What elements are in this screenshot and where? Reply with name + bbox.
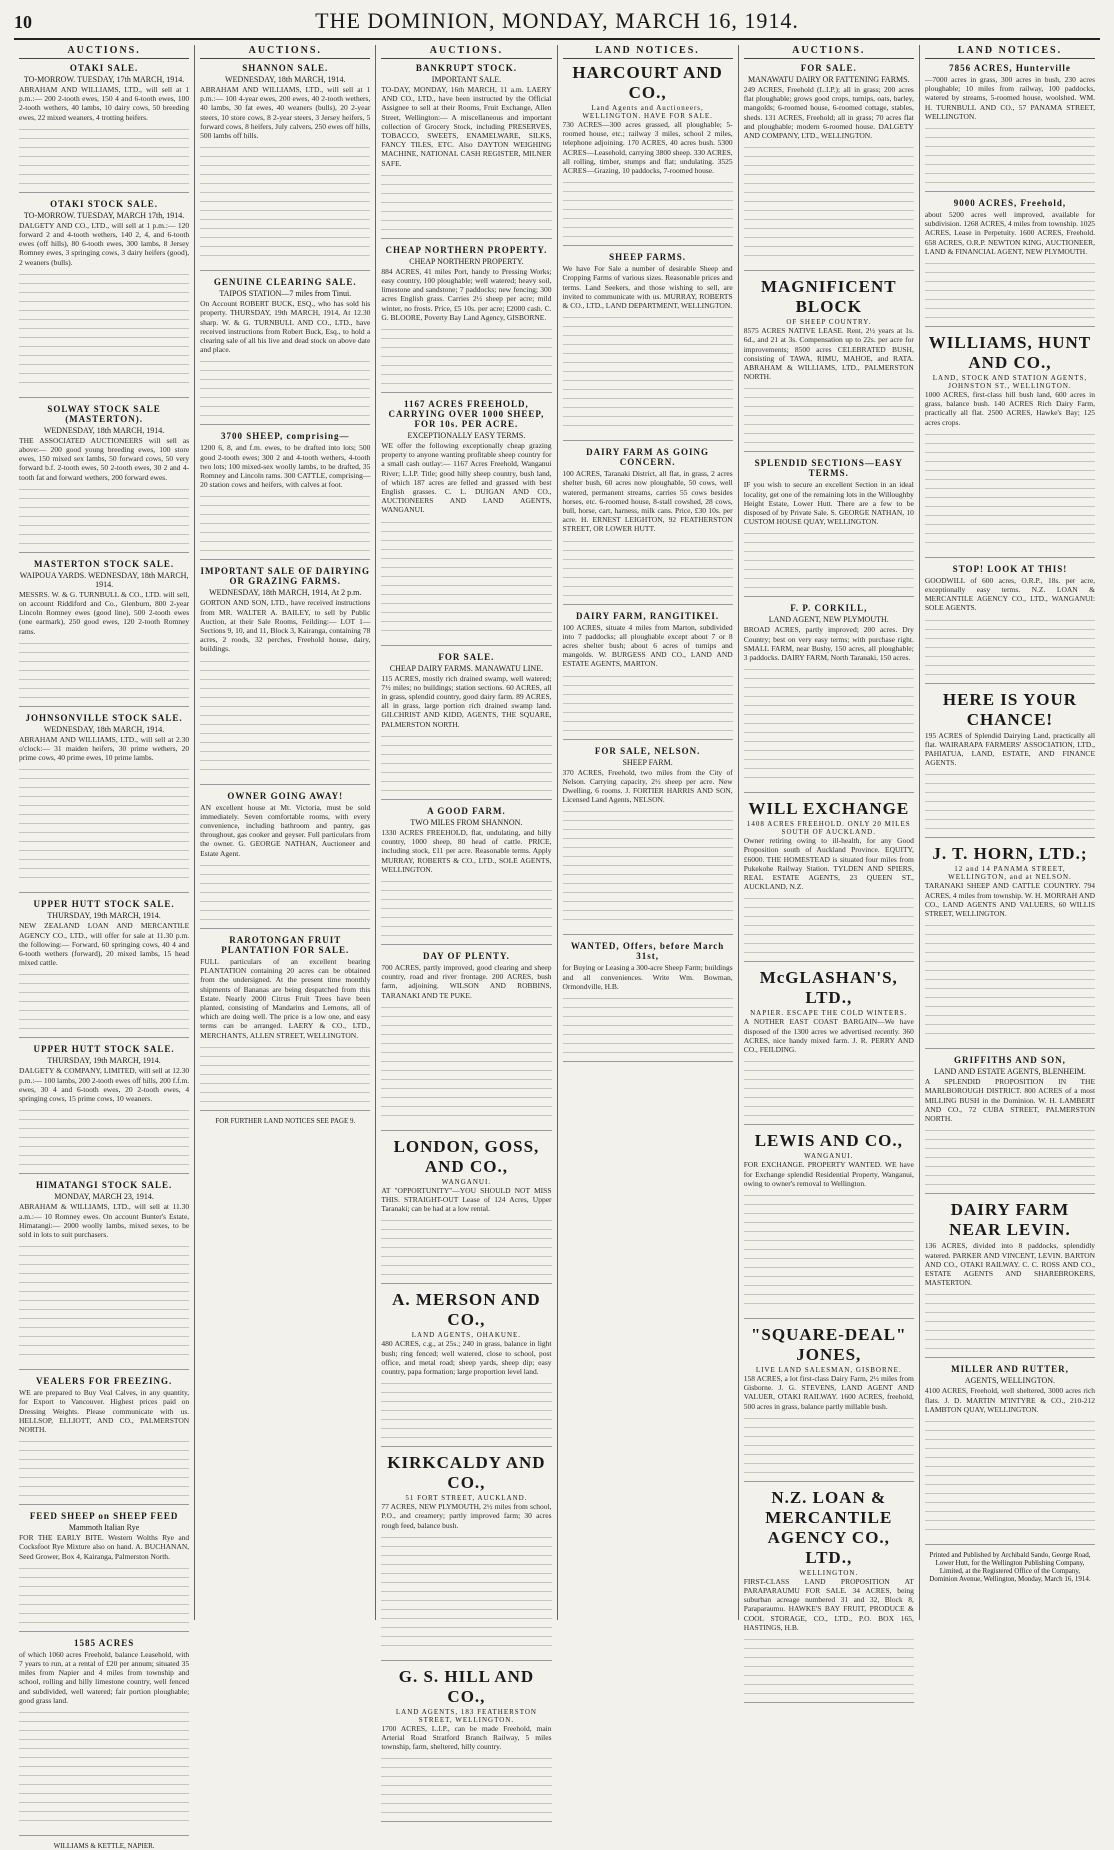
newsprint-lines: [925, 770, 1095, 830]
column-5: [739, 45, 920, 1632]
ad-heading: WILL EXCHANGE: [748, 799, 910, 819]
newsprint-lines: [925, 921, 1095, 1041]
advertisement: [19, 404, 189, 553]
ad-body-text: 158 ACRES, a lot first-class Dairy Farm, 2½ miles from Gisborne. J. G. STEVENS, LAND AGENT AND VALUER, OTAKI RAILWAY. 1600 ACRES, freehold, 500 acres in grass, balance partly millable bush.: [743, 1373, 914, 1411]
ad-heading: OWNER GOING AWAY!: [227, 790, 344, 801]
newsprint-lines: [925, 430, 1095, 550]
ad-subheading: CHEAP NORTHERN PROPERTY.: [409, 256, 524, 266]
ad-body-text: ABRAHAM & WILLIAMS, LTD., will sell at 11.30 a.m.:— 10 Romney ewes. On account Bunter's Estate, Himatangi:— 2000 woolly lambs, mixed sexes, to be sold in lots to suit purchasers.: [19, 1202, 190, 1239]
ad-body-text: A NOTHER EAST COAST BARGAIN—We have disposed of the 1300 acres we advertised recently. 360 ACRES, nice handy mixed farm. J. R. PERRY AND CO., FEILDING.: [743, 1017, 914, 1055]
ad-subheading: MANAWATU DAIRY OR FATTENING FARMS.: [747, 75, 910, 84]
ad-heading: SHANNON SALE.: [242, 63, 329, 73]
ad-body-text: 1330 ACRES FREEHOLD, flat, undulating, and hilly country, 1000 sheep, 80 head of cattle. PRICE, including stock, £11 per acre. Reasonable terms. Apply MURRAY, ROBERTS & CO., LTD., SOLE AGENTS, WELLINGTON.: [381, 827, 552, 874]
advertisement: [200, 277, 370, 425]
classified-columns: [14, 45, 1100, 1850]
ad-heading: WILLIAMS, HUNT AND CO.,: [928, 333, 1092, 373]
ad-heading: A. MERSON AND CO.,: [392, 1290, 541, 1330]
newsprint-lines: [925, 259, 1095, 319]
newsprint-lines: [19, 1564, 189, 1624]
ad-body-text: IF you wish to secure an excellent Section in an ideal locality, get one of the remaining lots in the Willoughby Height Estate, Lower Hutt. There are a few to be disposed of by Private Sale. S. GEORGE NATHAN, 10 CUSTOM HOUSE QUAY, WELLINGTON.: [743, 480, 914, 527]
ad-body-text: We have For Sale a number of desirable Sheep and Cropping Farms of various sizes. Reasonable prices and terms. Land Seekers, and those wishing to sell, are invited to communicate with us. MURRAY, ROBERTS & CO., LTD., LAND DEPARTMENT, WELLINGTON.: [562, 264, 733, 311]
advertisement: [563, 63, 733, 246]
newsprint-lines: [19, 970, 189, 1030]
ad-heading: OTAKI SALE.: [69, 63, 139, 73]
ad-heading: FOR SALE.: [800, 63, 857, 73]
newsprint-lines: [925, 616, 1095, 676]
ad-body-text: FOR THE EARLY BITE. Western Wolths Rye and Cocksfoot Rye Mixture also on hand. A. BUCHANAN, Seed Grower, Box 4, Kairanga, Palmerston North.: [19, 1533, 190, 1561]
ad-body-text: 100 ACRES, situate 4 miles from Marton, subdivided into 7 paddocks; all ploughable except about 7 or 8 acres shelter bush; about 6 acres of turnips and mangolds. W. BURGESS AND CO., LAND AND ESTATE AGENTS, MARTON.: [562, 622, 733, 669]
newsprint-lines: [19, 1106, 189, 1166]
ad-subheading: THURSDAY, 19th MARCH, 1914.: [47, 1056, 161, 1066]
advertisement: [925, 844, 1095, 1049]
column-heading: AUCTIONS.: [381, 45, 551, 59]
advertisement: [381, 652, 551, 800]
newsprint-lines: [744, 1057, 914, 1117]
ad-subheading: SHEEP FARM.: [622, 757, 673, 767]
newsprint-lines: [563, 537, 733, 597]
ad-body-text: On Account ROBERT BUCK, ESQ., who has sold his property. THURSDAY, 19th MARCH, 1914, At 12.30 sharp. W. & G. TURNBULL AND CO., LTD., have received instructions from Robert Buck, Esq., to hold a clearing sale of all his live and dead stock on above date and place.: [200, 299, 371, 355]
ad-subheading: WANGANUI.: [804, 1152, 854, 1161]
ad-subheading: IMPORTANT SALE.: [431, 75, 502, 84]
ad-body-text: AN excellent house at Mt. Victoria, must be sold immediately. Seven comfortable rooms, with every convenience, including bathroom and pantry, gas throughout, gas cooker and geyser. Full particulars from the owner. G. GEORGE NATHAN, Auctioneer and Estate Agent.: [200, 802, 371, 858]
column-1: [14, 45, 195, 1850]
ad-subheading: TWO MILES FROM SHANNON.: [410, 817, 523, 827]
ad-body-text: 195 ACRES of Splendid Dairying Land, practically all flat. WAIRARAPA FARMERS' ASSOCIATION, LTD., PAHIATUA, LAND, ESTATE, AND FINANCE AGENTS.: [924, 730, 1096, 768]
ad-heading: G. S. HILL AND CO.,: [398, 1666, 535, 1706]
ad-body-text: THE ASSOCIATED AUCTIONEERS will sell as above:— 200 good young breeding ewes, 100 store ewes, 150 mixed sex lambs, 50 forward cows, 50 very forward b.f. 2-tooth ewes, 50 2-tooth ewes, 30 2 and 4-tooth fat and forward wethers, 200 forward ewes.: [19, 435, 190, 482]
ad-heading: VEALERS FOR FREEZING.: [35, 1376, 173, 1387]
ad-subheading: WEDNESDAY, 18th MARCH, 1914, At 2 p.m.: [209, 588, 362, 598]
ad-subheading: LAND AGENTS, 183 FEATHERSTON STREET, WELLINGTON.: [395, 1707, 537, 1724]
ad-heading: "SQUARE-DEAL" JONES,: [750, 1324, 907, 1364]
ad-body-text: 249 ACRES, Freehold (L.I.P.); all in grass; 200 acres flat ploughable; grows good crops, turnips, oats, barley, mangolds; 6-roomed house, 6-roomed cottage, stables, sheds. 131 ACRES, Freehold; all in grass; 70 acres flat and ploughable; modern 6-roomed house. DALGETY AND COMPANY, LTD., WELLINGTON.: [743, 85, 914, 141]
ad-heading: MILLER AND RUTTER,: [951, 1364, 1069, 1375]
ad-heading: STOP! LOOK AT THIS!: [952, 563, 1068, 574]
advertisement: [381, 951, 551, 1131]
ad-subheading: LAND AND ESTATE AGENTS, BLENHEIM.: [934, 1067, 1086, 1077]
column-heading: AUCTIONS.: [200, 45, 370, 59]
newsprint-lines: [381, 1754, 551, 1814]
ad-heading: SPLENDID SECTIONS—EASY TERMS.: [754, 458, 903, 479]
ad-heading: HIMATANGI STOCK SALE.: [35, 1180, 173, 1191]
newsprint-lines: [744, 1635, 914, 1695]
column-heading: LAND NOTICES.: [563, 45, 733, 59]
newsprint-lines: [381, 877, 551, 937]
newsprint-lines: [200, 143, 370, 263]
ad-subheading: 51 FORT STREET, AUCKLAND.: [405, 1494, 528, 1503]
ad-heading: LONDON, GOSS, AND CO.,: [393, 1136, 540, 1176]
advertisement: [381, 63, 551, 239]
ad-heading: LEWIS AND CO.,: [754, 1131, 903, 1151]
advertisement: [19, 1180, 189, 1370]
ad-heading: CHEAP NORTHERN PROPERTY.: [385, 244, 548, 255]
ad-body-text: 4100 ACRES, Freehold, well sheltered, 3000 acres rich flats. J. D. MARTIN M'INTYRE & CO., 210-212 LAMBTON QUAY, WELLINGTON.: [924, 1386, 1096, 1414]
advertisement: [19, 1044, 189, 1174]
ad-body-text: 370 ACRES, Freehold, two miles from the City of Nelson. Carrying capacity, 2½ sheep per acre. New Dwelling, 6 rooms. J. FORTIER HARRIS AND SON, Licensed Land Agents, NELSON.: [562, 767, 733, 805]
advertisement: [381, 1667, 551, 1823]
newsprint-lines: [381, 325, 551, 385]
ad-body-text: GOODWILL of 600 acres, O.R.P., 18s. per acre, exceptionally easy terms. N.Z. LOAN & MERCANTILE AGENCY CO., LTD., WANGANUI: SOLE AGENTS.: [924, 575, 1096, 613]
newsprint-lines: [563, 178, 733, 238]
advertisement: [744, 1325, 914, 1482]
ad-heading: FOR SALE, NELSON.: [594, 745, 701, 756]
ad-body-text: A SPLENDID PROPOSITION IN THE MARLBOROUGH DISTRICT. 800 ACRES of a most MILLING BUSH in the Dominion. W. H. LAMBERT AND CO., 72 CUBA STREET, PALMERSTON NORTH.: [924, 1077, 1096, 1124]
ad-body-text: ABRAHAM AND WILLIAMS, LTD., will sell at 1 p.m.:— 200 2-tooth ewes, 150 4 and 6-tooth ewes, 100 2-tooth wethers, 40 lambs, 10 dairy cows, 50 breeding ewes, 22 mixed weaners, 4 trotting heifers.: [19, 85, 190, 122]
ad-body-text: 115 ACRES, mostly rich drained swamp, well watered; 7½ miles; no buildings; station sections. 60 ACRES, all in grass, splendid country, good dairy farm. 89 ACRES, all in grass, large portion rich drained swamp land. GILCHRIST AND KIDD, AGENTS, THE SQUARE, PALMERSTON NORTH.: [381, 673, 552, 729]
advertisement: [19, 199, 189, 398]
advertisement: [200, 566, 370, 784]
newsprint-lines: [925, 124, 1095, 184]
ad-heading: DAY OF PLENTY.: [422, 950, 510, 961]
ad-subheading: LAND AGENT, NEW PLYMOUTH.: [768, 615, 889, 625]
newsprint-lines: [19, 1708, 189, 1828]
advertisement: [744, 63, 914, 271]
newsprint-lines: [744, 529, 914, 589]
ad-body-text: 730 ACRES—300 acres grassed, all ploughable; 5-roomed house, etc.; railway 3 miles, school 2 miles, telephone adjoining. 170 ACRES, 40 acres bush. 5300 ACRES—Leasehold, carrying 3800 sheep. 330 ACRES, all rolling, timber, stumps and flat; undulating. 3525 ACRES—Grazing, 10 paddocks, 7-roomed house.: [562, 120, 733, 176]
ad-subheading: LAND AGENTS, OHAKUNE.: [411, 1331, 522, 1340]
ad-heading: JOHNSONVILLE STOCK SALE.: [25, 712, 183, 723]
ad-heading: 9000 ACRES, Freehold,: [953, 198, 1067, 209]
advertisement: [925, 1055, 1095, 1194]
column-footer: WILLIAMS & KETTLE, NAPIER.: [53, 1841, 155, 1850]
advertisement: [563, 252, 733, 441]
ad-heading: RAROTONGAN FRUIT PLANTATION FOR SALE.: [221, 934, 350, 955]
ad-subheading: LAND, STOCK AND STATION AGENTS, JOHNSTON ST., WELLINGTON.: [932, 374, 1088, 391]
ad-subheading: THURSDAY, 19th MARCH, 1914.: [47, 911, 161, 921]
advertisement: [563, 746, 733, 936]
newsprint-lines: [381, 171, 551, 231]
advertisement: [744, 458, 914, 597]
newsprint-lines: [19, 1437, 189, 1497]
ad-body-text: FULL particulars of an excellent bearing PLANTATION containing 20 acres can be obtained from the undersigned. At the present time monthly shipments of Bananas are being despatched from this Estate. Nearly 2000 Citrus Fruit Trees have been planted, consisting of Mandarins and Lemons, all of which are doing well. The price is a low one, and easy terms can be arranged. LAERY & CO., LTD., MERCHANTS, ALLEN STREET, WELLINGTON.: [200, 956, 371, 1040]
advertisement: [925, 333, 1095, 558]
newsprint-lines: [744, 894, 914, 954]
advertisement: [744, 968, 914, 1125]
advertisement: [925, 63, 1095, 192]
ad-subheading: OF SHEEP COUNTRY.: [786, 318, 872, 327]
ad-heading: 7856 ACRES, Hunterville: [949, 63, 1071, 73]
advertisement: [925, 1200, 1095, 1358]
ad-heading: MASTERTON STOCK SALE.: [34, 558, 175, 569]
ad-heading: FEED SHEEP on SHEEP FEED: [29, 1511, 179, 1522]
ad-subheading: WEDNESDAY, 18th MARCH, 1914.: [43, 425, 165, 435]
ad-body-text: 1200 6, 8, and f.m. ewes, to be drafted into lots; 500 good 2-tooth ewes; 300 2 and 4-tooth wethers, 4-tooth two lots; 100 mixed-sex woolly lambs, to be drafted, 35 Romney and Lincoln rams. 300 CATTLE, comprising—20 station cows and heifers, with calves at foot.: [200, 443, 371, 490]
ad-heading: GENUINE CLEARING SALE.: [213, 277, 357, 288]
advertisement: [744, 1131, 914, 1319]
column-footer: FOR FURTHER LAND NOTICES SEE PAGE 9.: [215, 1116, 356, 1125]
column-4: [558, 45, 739, 1620]
advertisement: [744, 1488, 914, 1703]
page-number: 10: [14, 12, 32, 32]
advertisement: [200, 63, 370, 271]
advertisement: [744, 603, 914, 793]
advertisement: [925, 690, 1095, 839]
newsprint-lines: [381, 1379, 551, 1439]
ad-body-text: FIRST-CLASS LAND PROPOSITION AT PARAPARAUMU FOR SALE. 34 ACRES, being suburban acreage numbered 31 and 32, Block 8, Paraparaumu. HAWKE'S BAY FRUIT, PRODUCE & COOL STORAGE, CO., LTD., P.O. BOX 165, HASTINGS, H.B.: [743, 1576, 914, 1632]
advertisement: [563, 611, 733, 740]
newsprint-lines: [381, 1216, 551, 1276]
ad-heading: 1585 ACRES: [73, 1637, 135, 1648]
advertisement: [200, 431, 370, 560]
ad-body-text: TO-DAY, MONDAY, 16th MARCH, 11 a.m. LAERY AND CO., LTD., have been instructed by the Official Assignee to sell at their Rooms, Fruit Exchange, Allen Street, Wellington:— A miscellaneous and important collection of Grocery Stock, including PRESERVES, TOBACCO, SWEETS, ENAMELWARE, SILKS, FANCY TILES, ETC. Also DAYTON WEIGHING MACHINE, NATIONAL CASH REGISTER, MILNER SAFE.: [381, 85, 552, 168]
ad-heading: IMPORTANT SALE OF DAIRYING OR GRAZING FARMS.: [200, 566, 370, 587]
ad-subheading: WEDNESDAY, 18th MARCH, 1914.: [43, 724, 165, 734]
ad-body-text: GORTON AND SON, LTD., have received instructions from MR. WALTER A. BAILEY, to sell by Public Auction, at their Sale Rooms, Feilding:— LOT 1—Sections 9, 10, and 11, Block 3, Kairanga, containing 78 acres, 2 roods, 32 perches, Freehold house, dairy, buildings.: [200, 598, 371, 654]
ad-subheading: WELLINGTON.: [799, 1568, 859, 1577]
newsprint-lines: [744, 384, 914, 444]
advertisement: [19, 713, 189, 894]
newsprint-lines: [200, 861, 370, 921]
advertisement: [19, 1376, 189, 1505]
advertisement: [563, 447, 733, 604]
newsprint-lines: [19, 765, 189, 885]
ad-subheading: EXCEPTIONALLY EASY TERMS.: [407, 431, 526, 441]
ad-heading: UPPER HUTT STOCK SALE.: [33, 899, 175, 910]
ad-body-text: DALGETY & COMPANY, LIMITED, will sell at 12.30 p.m.:— 100 lambs, 200 2-tooth ewes off hills, 200 f.f.m. ewes, 30 4 and 6-tooth ewes, 20 2-tooth ewes, 4 springing cows, 15 prime cows, 10 weaners.: [19, 1066, 190, 1104]
ad-body-text: 136 ACRES, divided into 8 paddocks, splendidly watered. PARKER AND VINCENT, LEVIN. BARTON AND CO., OTAKI RAILWAY. C. C. ROSS AND CO., ESTATE AGENTS AND SHAREBROKERS, MASTERTON.: [924, 1241, 1096, 1288]
advertisement: [381, 806, 551, 945]
ad-heading: HARCOURT AND CO.,: [572, 63, 723, 102]
ad-body-text: 480 ACRES, c.g., at 25s.; 240 in grass, balance in light bush; ring fenced; well watered, close to school, post office, and metal road; sheep yards, sheep dip; easy country, papa formation; large proportion level land.: [381, 1339, 552, 1376]
advertisement: [925, 198, 1095, 327]
newsprint-lines: [381, 518, 551, 638]
ad-body-text: NEW ZEALAND LOAN AND MERCANTILE AGENCY CO., LTD., will offer for sale at 11.30 p.m. the following:— Forward, 60 springing cows, 40 4 and 6-tooth wethers (forward), 20 mixed lambs, 15 head mixed cattle.: [19, 921, 190, 968]
newsprint-lines: [925, 1290, 1095, 1350]
advertisement: [19, 1638, 189, 1836]
newsprint-lines: [200, 357, 370, 417]
ad-subheading: TAIPOS STATION—7 miles from Tinui.: [219, 289, 352, 299]
newsprint-lines: [744, 143, 914, 263]
advertisement: [381, 1290, 551, 1447]
advertisement: [200, 935, 370, 1111]
newsprint-lines: [200, 492, 370, 552]
ad-body-text: —7000 acres in grass, 300 acres in bush, 230 acres ploughable; 10 miles from railway, 100 paddocks, watered by streams, 5-roomed house, woolshed. WM. H. TURNBULL AND CO., 57 PANAMA STREET, WELLINGTON.: [924, 75, 1096, 121]
newspaper-title: THE DOMINION, MONDAY, MARCH 16, 1914.: [315, 8, 799, 33]
column-2: [195, 45, 376, 1620]
advertisement: [19, 559, 189, 707]
advertisement: [381, 1137, 551, 1285]
advertisement: [200, 791, 370, 929]
ad-body-text: for Buying or Leasing a 300-acre Sheep Farm; buildings and all conveniences. Write Wm. Bowman, Ormondville, H.B.: [562, 963, 733, 991]
ad-heading: OTAKI STOCK SALE.: [50, 198, 159, 209]
column-6: [920, 45, 1100, 1620]
column-footer: Printed and Published by Archibald Sando, George Road, Lower Hutt, for the Wellington Publishing Company, Limited, at the Registered Office of the Company, Dominion Avenue, Wellington, Monday, March 16, 1914.: [929, 1550, 1091, 1583]
ad-heading: A GOOD FARM.: [427, 805, 506, 816]
ad-heading: DAIRY FARM AS GOING CONCERN.: [586, 447, 710, 468]
newsprint-lines: [563, 807, 733, 927]
ad-body-text: FOR EXCHANGE. PROPERTY WANTED. WE have for Exchange splendid Residential Property, Wanganui, owing to owner's removal to Wellington.: [743, 1160, 914, 1188]
newsprint-lines: [381, 1533, 551, 1653]
newsprint-lines: [925, 1417, 1095, 1537]
ad-subheading: 12 and 14 PANAMA STREET, WELLINGTON, and at NELSON.: [948, 865, 1072, 882]
ad-body-text: 1000 ACRES, first-class hill bush land, 600 acres in grass, balance bush. 140 ACRES Rich Dairy Farm, practically all flat. 2500 ACRES, Hawke's Bay; 125 acres crops.: [924, 390, 1096, 427]
ad-body-text: ABRAHAM AND WILLIAMS, LTD., will sell at 2.30 o'clock:— 31 maiden heifers, 30 prime wethers, 20 prime cows, 40 prime ewes, 10 prime lambs.: [19, 734, 190, 763]
ad-heading: WANTED, Offers, before March 31st,: [570, 941, 725, 962]
ad-heading: KIRKCALDY AND CO.,: [387, 1453, 546, 1493]
ad-heading: SHEEP FARMS.: [609, 252, 687, 263]
advertisement: [925, 564, 1095, 684]
ad-heading: N.Z. LOAN & MERCANTILE AGENCY CO., LTD.,: [765, 1487, 893, 1567]
ad-subheading: WEDNESDAY, 18th MARCH, 1914.: [225, 75, 346, 84]
ad-body-text: 1700 ACRES, L.I.P., can be made Freehold, main Arterial Road Stratford Branch Railway, 5 miles township, farm, sheltered, hilly country.: [381, 1723, 552, 1752]
advertisement: [381, 399, 551, 646]
ad-heading: McGLASHAN'S, LTD.,: [759, 968, 898, 1008]
newsprint-lines: [19, 125, 189, 185]
ad-subheading: 1408 ACRES FREEHOLD. ONLY 20 MILES SOUTH OF AUCKLAND.: [746, 820, 911, 837]
ad-subheading: Land Agents and Auctioneers, WELLINGTON. HAVE FOR SALE.: [582, 104, 713, 120]
newsprint-lines: [200, 657, 370, 777]
ad-body-text: DALGETY AND CO., LTD., will sell at 1 p.m.:— 120 forward 2 and 4-tooth wethers, 140 2, 4, and 6-tooth ewes (off hills), 80 6-tooth ewes, 300 lambs, 8 Jersey Romney ewes, 3 springing cows, 3 dairy heifers (good), 2 weaners (bulls).: [19, 220, 190, 267]
newsprint-lines: [19, 1242, 189, 1362]
ad-subheading: CHEAP DAIRY FARMS. MANAWATU LINE.: [389, 663, 544, 673]
newsprint-lines: [563, 672, 733, 732]
advertisement: [381, 245, 551, 393]
column-heading: AUCTIONS.: [744, 45, 914, 59]
newsprint-lines: [744, 1414, 914, 1474]
ad-heading: J. T. HORN, LTD.;: [932, 844, 1088, 864]
ad-subheading: LIVE LAND SALESMAN, GISBORNE.: [755, 1365, 902, 1374]
newsprint-lines: [925, 1126, 1095, 1186]
ad-body-text: 8575 ACRES NATIVE LEASE. Rent, 2½ years at 1s. 6d., and 21 at 3s. Compensation up to 22s. per acre for improvements; 8500 acres CELEBRATED BUSH, consisting of TAWA, RIMU, MAHOE, and RATA. ABRAHAM & WILLIAMS, LTD., PALMERSTON NORTH.: [743, 326, 914, 382]
advertisement: [19, 63, 189, 193]
ad-heading: MAGNIFICENT BLOCK: [760, 277, 897, 317]
ad-heading: 1167 ACRES FREEHOLD, CARRYING OVER 1000 SHEEP, FOR 10s. PER ACRE.: [388, 399, 545, 430]
ad-heading: SOLWAY STOCK SALE (MASTERTON).: [47, 403, 161, 424]
ad-subheading: NAPIER. ESCAPE THE COLD WINTERS.: [750, 1009, 908, 1018]
ad-body-text: BROAD ACRES, partly improved; 200 acres. Dry Country; best on very easy terms; with purchase right. SMALL FARM, near Bushy, 150 acres, all ploughable; 3 paddocks. DAIRY FARM, North Taranaki, 150 acres.: [743, 625, 914, 663]
newsprint-lines: [19, 485, 189, 545]
advertisement: [563, 941, 733, 1062]
ad-heading: BANKRUPT STOCK.: [415, 63, 518, 73]
advertisement: [381, 1453, 551, 1661]
ad-heading: 3700 SHEEP, comprising—: [221, 431, 350, 442]
column-3: [376, 45, 557, 1752]
ad-subheading: WAIPOUA YARDS. WEDNESDAY, 18th MARCH, 1914.: [19, 570, 189, 589]
ad-body-text: 884 ACRES, 41 miles Port, handy to Pressing Works; easy country, 100 ploughable; well watered; heavy soil, limestone and sandstone; 7 paddocks; new fencing; 300 acres English grass. Carries 2½ sheep per acre; mild winter, no frosts. Price, £5 10s. per acre; £2000 cash. C. G. BLOORE, Poverty Bay Land Agency, GISBORNE.: [381, 266, 552, 322]
ad-subheading: MONDAY, MARCH 23, 1914.: [54, 1192, 154, 1202]
advertisement: [19, 899, 189, 1038]
ad-subheading: TO-MORROW. TUESDAY, MARCH 17th, 1914.: [23, 210, 185, 220]
newsprint-lines: [200, 1043, 370, 1103]
newsprint-lines: [563, 994, 733, 1054]
ad-body-text: 100 ACRES, Taranaki District, all flat, in grass, 2 acres shelter bush, 60 acres now ploughable, 50 cows, well watered, permanent streams, carries 55 cows besides horses, etc. 6-roomed house, 8-stall cowshed, 28 cows, bull, horse, cart, harness, milk cans. Price, £30 10s. per acre. H. ERNEST LEIGHTON, 92 FEATHERSTON STREET, OR LOWER HUTT.: [562, 469, 733, 534]
ad-heading: F. P. CORKILL,: [790, 603, 868, 614]
ad-body-text: 700 ACRES, partly improved, good clearing and sheep country, road and river frontage. 200 ACRES, bush farm, adjoining. WILSON AND ROBBINS, TARANAKI AND TE PUKE.: [381, 962, 552, 1000]
ad-heading: FOR SALE.: [438, 651, 495, 662]
ad-body-text: Owner retiring owing to ill-health, for any Good Proposition south of Auckland Province. EQUITY, £6000. THE HOMESTEAD is situated four miles from Pukekohe Railway Station. TYLDEN AND SPIERS, REAL ESTATE AGENTS, 23 QUEEN ST., AUCKLAND, N.Z.: [743, 836, 914, 892]
newsprint-lines: [19, 270, 189, 390]
newsprint-lines: [563, 313, 733, 433]
ad-body-text: about 5200 acres well improved, available for subdivision. 1268 ACRES, 4 miles from township. 1025 ACRES, Lease in Perpetuity. 1600 ACRES, Freehold. 658 ACRES, O.R.P. NEWTON KING, AUCTIONEER, LAND & FINANCIAL AGENT, NEW PLYMOUTH.: [924, 210, 1096, 256]
masthead: [14, 8, 1100, 40]
ad-body-text: WE offer the following exceptionally cheap grazing property to anyone wanting profitable sheep country for a small cash outlay:— 1167 Acres Freehold, Wanganui River; L.I.P. Title; good hilly sheep country, bush land, of which 187 acres are felled and grassed with best English grasses. C. L. DUIGAN AND CO., AUCTIONEERS AND LAND AGENTS, WANGANUI.: [381, 441, 552, 515]
ad-body-text: 77 ACRES, NEW PLYMOUTH, 2½ miles from school, P.O., and creamery; partly improved farm; 30 acres rough feed, balance bush.: [381, 1502, 552, 1530]
advertisement: [19, 1511, 189, 1632]
column-heading: AUCTIONS.: [19, 45, 189, 59]
advertisement: [744, 799, 914, 962]
ad-body-text: ABRAHAM AND WILLIAMS, LTD., will sell at 1 p.m.:— 100 4-year ewes, 200 ewes, 40 2-tooth wethers, 40 lambs, 30 fat ewes, 40 weaners (bulls), 20 2-year steers, 10 store cows, 8 2-year steers, 3 Jersey heifers, 5 forward cows, 8 heifers, July calvers, 250 ewes off hills, 500 lambs off hills.: [200, 85, 371, 141]
newsprint-lines: [744, 1191, 914, 1311]
advertisement: [744, 277, 914, 452]
ad-heading: GRIFFITHS AND SON,: [954, 1055, 1066, 1066]
ad-heading: DAIRY FARM NEAR LEVIN.: [949, 1200, 1071, 1240]
ad-subheading: Mammoth Italian Rye: [68, 1523, 140, 1533]
ad-heading: DAIRY FARM, RANGITIKEI.: [576, 610, 720, 621]
ad-heading: HERE IS YOUR CHANCE!: [942, 689, 1078, 729]
newsprint-lines: [381, 732, 551, 792]
ad-body-text: TARANAKI SHEEP AND CATTLE COUNTRY. 794 ACRES, 4 miles from township. W. H. MORRAH AND CO., LAND AGENTS AND VALUERS, 60 WILLIS STREET, WELLINGTON.: [924, 881, 1096, 919]
ad-subheading: TO-MORROW. TUESDAY, 17th MARCH, 1914.: [23, 75, 185, 84]
ad-body-text: of which 1060 acres Freehold, balance Leasehold, with 7 years to run, at a rental of £20 per annum; situated 35 miles from Napier and 4 miles from township and school, rolling and hilly limestone country, well fenced and subdivided, well watered; fair portion ploughable; good grass land.: [19, 1649, 190, 1705]
ad-heading: UPPER HUTT STOCK SALE.: [33, 1044, 175, 1055]
newsprint-lines: [19, 639, 189, 699]
ad-body-text: WE are prepared to Buy Veal Calves, in any quantity, for Export to Vancouver. Highest prices paid on Dressing Weights. Please communicate with us. HELLSOP, ELLIOTT, AND CO., PALMERSTON NORTH.: [19, 1388, 190, 1434]
newsprint-lines: [381, 1003, 551, 1123]
ad-body-text: AT "OPPORTUNITY"—YOU SHOULD NOT MISS THIS. STRAIGHT-OUT Lease of 124 Acres, Upper Taranaki; can be had at a low rental.: [381, 1185, 552, 1214]
ad-subheading: WANGANUI.: [441, 1177, 492, 1186]
advertisement: [925, 1364, 1095, 1545]
ad-subheading: AGENTS, WELLINGTON.: [964, 1376, 1056, 1386]
newsprint-lines: [744, 665, 914, 785]
ad-body-text: MESSRS. W. & G. TURNBULL & CO., LTD. will sell, on account Riddiford and Co., Glenburn, 800 2-year Lincoln Romney ewes (good line), 500 2-tooth ewes (one earmark), 250 good ewes, 120 2-tooth Romney rams.: [19, 589, 190, 636]
column-heading: LAND NOTICES.: [925, 45, 1095, 59]
